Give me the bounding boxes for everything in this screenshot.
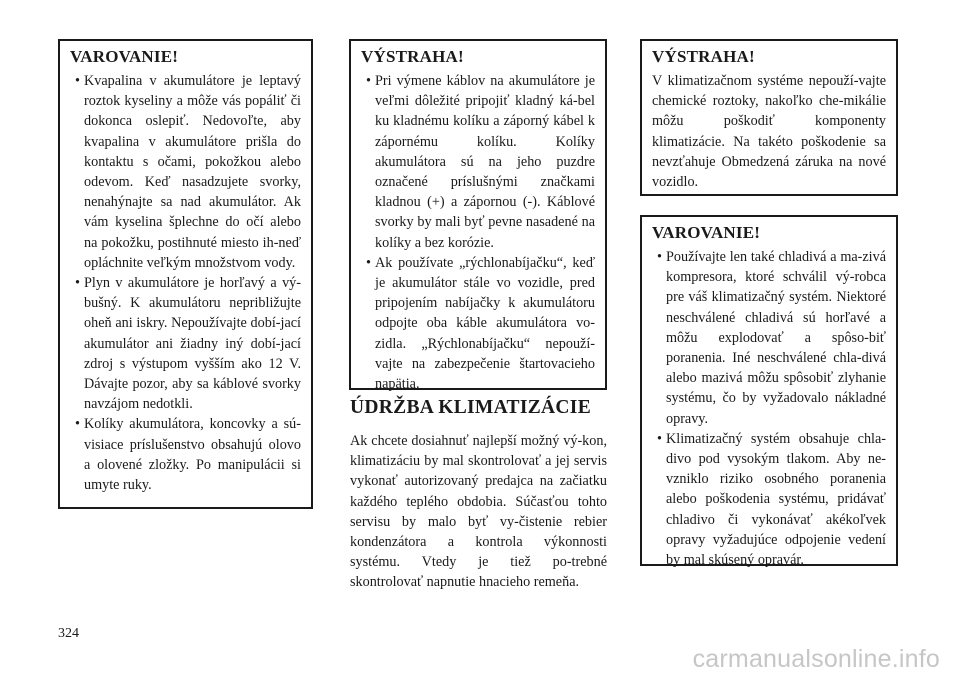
right-warning-item-2: • Klimatizačný systém obsahuje chla-divo pod vysokým tlakom. Aby ne-vzniklo riziko osobného poranenia alebo poškodenia systému, pridávať chladivo či vykonávať akékoľvek opravy vyžadujúce odpojenie vedení by mal skúsený opravár. (652, 429, 886, 570)
right-caution-body: V klimatizačnom systéme nepouží-vajte chemické roztoky, nakoľko che-mikálie môžu poškodiť komponenty klimatizácie. Na takéto poškodenie sa nevzťahuje Obmedzená záruka na nové vozidlo. (652, 73, 886, 191)
right-warning-box (640, 215, 898, 569)
right-warning-title: VAROVANIE! (652, 223, 761, 242)
middle-caution-title: VÝSTRAHA! (361, 47, 464, 66)
middle-caution-list (361, 71, 595, 394)
middle-caution-item-2: • Ak používate „rýchlonabíjačku“, keď je akumulátor stále vo vozidle, pred pripojením nabíjačky k akumulátoru odpojte oba káble akumulátora vo-zidla. „Rýchlonabíjačku“ nepouží-vajte na zabezpečenie štartovacieho napätia. (361, 253, 595, 394)
right-caution-title: VÝSTRAHA! (652, 47, 755, 66)
section-body: Ak chcete dosiahnuť najlepší možný vý-kon, klimatizáciu by mal skontrolovať a jej servis vykonať autorizovaný predajca na začiatku každého teplého obdobia. Súčasťou tohto servisu by malo byť vy-čistenie rebier kondenzátora a kontrola výkonnosti systému. Vtedy je tiež po-trebné skontrolovať napnutie hnacieho remeňa. (350, 433, 607, 591)
left-warning-item-2: • Plyn v akumulátore je horľavý a vý-bušný. K akumulátoru nepribližujte oheň ani iskry. Nepoužívajte dobí-jací akumulátor ani žiadny iný dobí-jací zdroj s výstupom vyšším ako 12 V. Dávajte pozor, aby sa káblové svorky navzájom nedotkli. (70, 273, 301, 414)
left-warning-item-3: • Kolíky akumulátora, koncovky a sú-visiace príslušenstvo obsahujú olovo a olovené zložky. Po manipulácii si umyte ruky. (70, 414, 301, 495)
watermark-text: carmanualsonline.info (692, 645, 940, 673)
right-caution-box (640, 39, 898, 196)
page-number: 324 (58, 626, 79, 641)
middle-caution-box (349, 39, 607, 393)
left-warning-title: VAROVANIE! (70, 47, 179, 66)
left-warning-list (70, 71, 301, 495)
right-warning-item-1: • Používajte len také chladivá a ma-zivá kompresora, ktoré schválil vý-robca pre váš klimatizačný systém. Niektoré neschválené chladivá sú horľavé a môžu explodovať a spôso-biť poranenia. Iné neschválené chla-divá alebo mazivá môžu spôsobiť zlyhanie systému, čo by vyžadovalo nákladné opravy. (652, 247, 886, 429)
right-warning-list (652, 247, 886, 570)
middle-caution-item-1: • Pri výmene káblov na akumulátore je veľmi dôležité pripojiť kladný ká-bel ku kladnému kolíku a záporný kábel k zápornému kolíku. Kolíky akumulátora sú na jeho puzdre označené príslušnými značkami kladnou (+) a zápornou (-). Káblové svorky by mali byť pevne nasadené na kolíky a bez korózie. (361, 71, 595, 253)
left-warning-item-1: • Kvapalina v akumulátore je leptavý roztok kyseliny a môže vás popáliť či dokonca oslepiť. Nedovoľte, aby kvapalina v akumulátore prišla do kontaktu s očami, pokožkou alebo odevom. Keď nasadzujete svorky, nenahýnajte sa nad akumulátor. Ak vám kyselina šplechne do očí alebo na pokožku, postihnuté miesto ih-neď opláchnite veľkým množstvom vody. (70, 71, 301, 273)
section-heading: ÚDRŽBA KLIMATIZÁCIE (350, 397, 592, 418)
left-warning-box (58, 39, 313, 509)
